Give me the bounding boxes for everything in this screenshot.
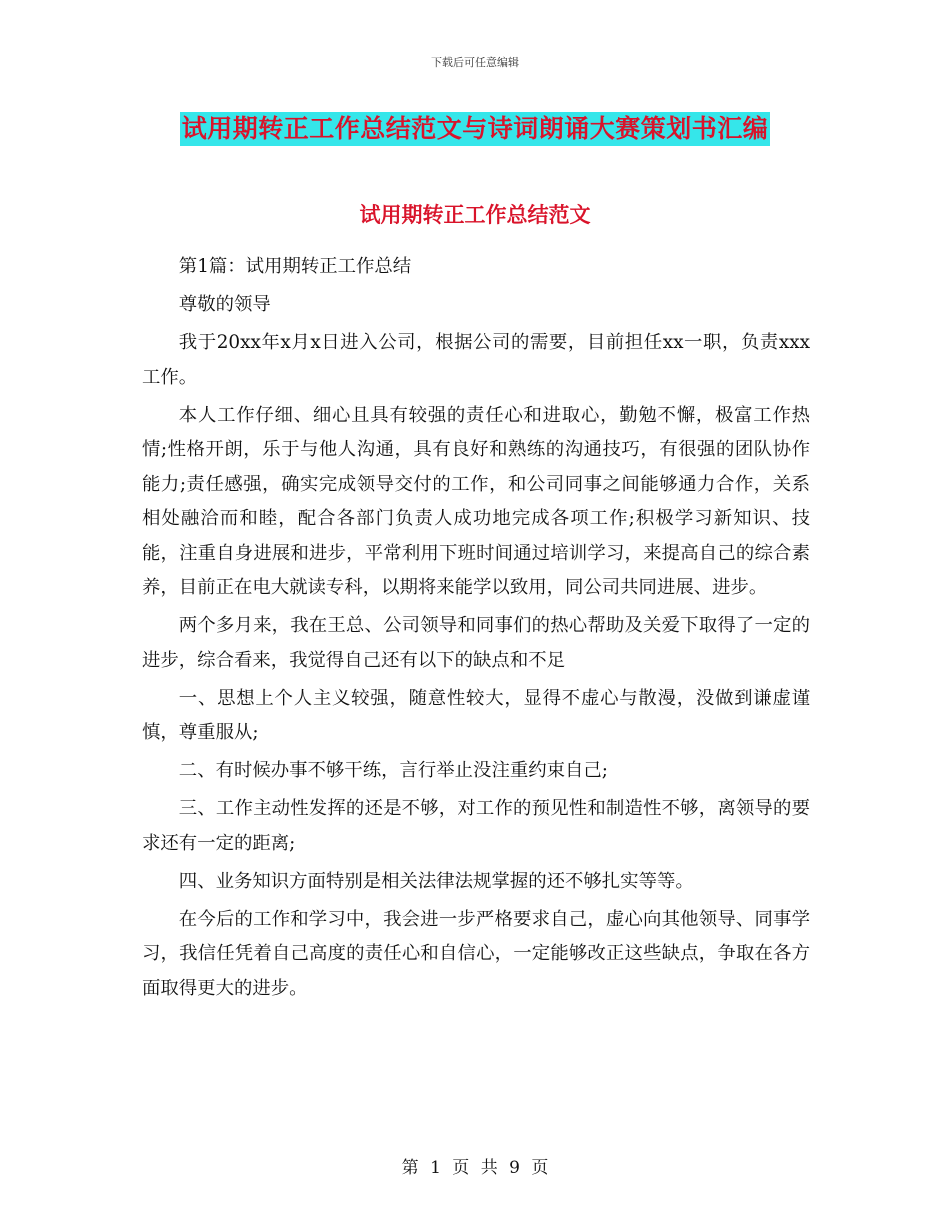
document-title-wrap xyxy=(0,112,950,146)
paragraph: 四、业务知识方面特别是相关法律法规掌握的还不够扎实等等。 xyxy=(178,870,694,892)
header-note: 下载后可任意编辑 xyxy=(431,56,519,69)
paragraph-heading: 第1篇：试用期转正工作总结 xyxy=(178,256,412,277)
paragraph: 本人工作仔细、细心且具有较强的责任心和进取心，勤勉不懈，极富工作热情;性格开朗，乐于与他人沟通，具有良好和熟练的沟通技巧，有很强的团队协作能力;责任感强，确实完成领导交付的工作，和公司同事之间能够通力合作，关系相处融洽而和睦，配合各部门负责人成功地完成各项工作;积极学习新知识、技能，注重自身进展和进步，平常利用下班时间通过培训学习，来提高自己的综合素养，目前正在电大就读专科，以期将来能学以致用，同公司共同进展、进步。 xyxy=(142,404,810,598)
paragraph: 二、有时候办事不够干练，言行举止没注重约束自己; xyxy=(178,760,608,781)
document-body xyxy=(142,250,810,1010)
page-number-footer: 第 1 页 共 9 页 xyxy=(401,1158,549,1178)
paragraph: 两个多月来，我在王总、公司领导和同事们的热心帮助及关爱下取得了一定的进步，综合看来，我觉得自己还有以下的缺点和不足 xyxy=(142,615,810,671)
paragraph: 在今后的工作和学习中，我会进一步严格要求自己，虚心向其他领导、同事学习，我信任凭着自己高度的责任心和自信心，一定能够改正这些缺点，争取在各方面取得更大的进步。 xyxy=(142,908,810,999)
paragraph: 我于20xx年x月x日进入公司，根据公司的需要，目前担任xx一职，负责xxx工作。 xyxy=(142,332,810,388)
document-title: 试用期转正工作总结范文与诗词朗诵大赛策划书汇编 xyxy=(180,112,771,146)
paragraph: 三、工作主动性发挥的还是不够，对工作的预见性和制造性不够，离领导的要求还有一定的距离; xyxy=(142,798,810,854)
section-title: 试用期转正工作总结范文 xyxy=(359,203,591,227)
paragraph: 一、思想上个人主义较强，随意性较大，显得不虚心与散漫，没做到谦虚谨慎，尊重服从; xyxy=(142,687,810,743)
paragraph-salutation: 尊敬的领导 xyxy=(178,294,271,315)
